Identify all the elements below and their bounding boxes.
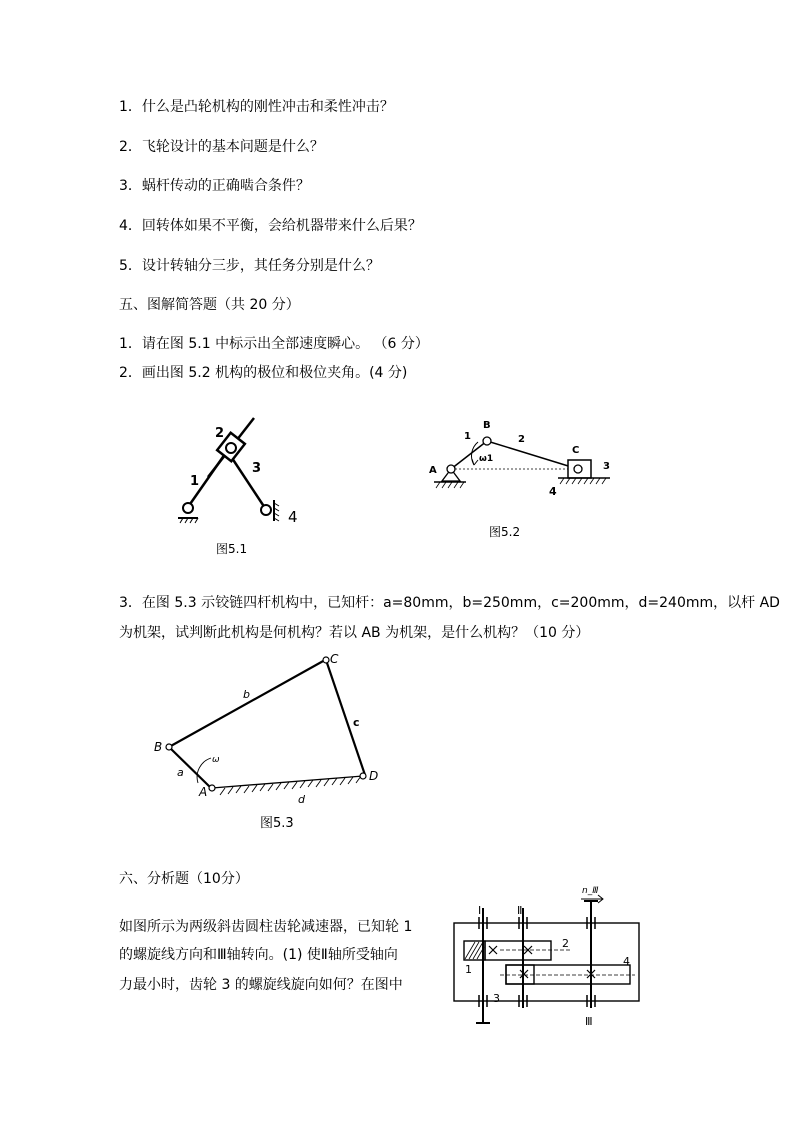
rod-bc <box>487 441 578 469</box>
question-4-4: 4．回转体如果不平衡，会给机器带来什么后果？ <box>119 218 422 234</box>
fig6-label-shaft-3: Ⅲ <box>585 1015 593 1028</box>
fig52-label-3: 3 <box>603 461 610 472</box>
figure-5-3 <box>140 645 400 810</box>
fig52-label-c: C <box>572 445 580 456</box>
joint-a <box>447 465 455 473</box>
fig6-label-shaft-2: Ⅱ <box>517 904 523 917</box>
joint-c53 <box>323 657 329 663</box>
fig51-label-1: 1 <box>190 474 200 489</box>
fig53-caption: 图5.3 <box>260 816 294 831</box>
fig52-label-1: 1 <box>464 431 471 442</box>
question-5-2: 2．画出图 5.2 机构的极位和极位夹角。(4 分) <box>119 365 408 381</box>
gear-3 <box>506 965 534 984</box>
question-5-3-line2: 为机架，试判断此机构是何机构？若以 AB 为机架，是什么机构？（10 分） <box>119 625 590 641</box>
question-4-1: 1．什么是凸轮机构的刚性冲击和柔性冲击？ <box>119 99 394 115</box>
fig51-label-3: 3 <box>252 461 262 476</box>
joint-a53 <box>209 785 215 791</box>
question-4-3: 3．蜗杆传动的正确啮合条件？ <box>119 178 310 194</box>
section-6-line1: 如图所示为两级斜齿圆柱齿轮减速器，已知轮 1 <box>119 919 413 935</box>
fig51-label-2: 2 <box>215 426 225 441</box>
question-4-2: 2．飞轮设计的基本问题是什么？ <box>119 139 324 155</box>
fig53-label-link-a: a <box>177 766 184 779</box>
fig51-label-4: 4 <box>288 508 298 526</box>
joint-b53 <box>166 744 172 750</box>
fig53-label-d: D <box>369 769 379 783</box>
fig53-label-b: B <box>154 740 163 754</box>
fig52-label-2: 2 <box>518 434 525 445</box>
section-5-title: 五、图解简答题（共 20 分） <box>119 297 300 313</box>
fig51-caption: 图5.1 <box>216 542 248 556</box>
figure-5-1 <box>170 410 310 560</box>
pivot-right <box>261 505 271 515</box>
link-b <box>169 660 325 747</box>
section-6-line2: 的螺旋线方向和Ⅲ轴转向。(1) 使Ⅱ轴所受轴向 <box>119 947 398 963</box>
section-6-line3: 力最小时，齿轮 3 的螺旋线旋向如何？在图中 <box>119 977 403 993</box>
fig53-label-link-d: d <box>298 793 305 806</box>
joint-slider <box>226 443 236 453</box>
question-5-1: 1．请在图 5.1 中标示出全部速度瞬心。 （6 分） <box>119 336 429 352</box>
joint-c <box>574 465 582 473</box>
housing <box>454 923 639 1001</box>
fig6-label-gear-2: 2 <box>562 937 569 950</box>
fig52-label-omega: ω1 <box>479 454 494 464</box>
pivot-left <box>183 503 193 513</box>
section-6-title: 六、分析题（10分） <box>119 871 249 887</box>
fig53-label-link-c: c <box>353 716 360 729</box>
ground-d <box>212 776 363 788</box>
fig53-label-link-b: b <box>243 688 250 701</box>
fig52-label-b: B <box>483 420 491 431</box>
fig52-caption: 图5.2 <box>489 525 521 539</box>
fig53-label-a: A <box>199 785 208 799</box>
fig52-label-a: A <box>429 465 437 476</box>
fig53-label-c: C <box>330 652 339 666</box>
fig6-label-gear-3: 3 <box>493 992 500 1005</box>
figure-5-2 <box>420 410 620 510</box>
gear-2 <box>485 941 551 960</box>
joint-b <box>483 437 491 445</box>
fig6-label-gear-4: 4 <box>623 955 630 968</box>
fig6-label-n3: n_Ⅲ <box>582 886 599 896</box>
figure-6-gear-reducer <box>440 883 660 1038</box>
question-4-5: 5．设计转轴分三步，其任务分别是什么？ <box>119 258 380 274</box>
fig53-label-omega: ω <box>212 755 220 765</box>
fig52-label-4: 4 <box>549 485 557 498</box>
joint-d53 <box>360 773 366 779</box>
fig6-label-shaft-1: Ⅰ <box>478 904 482 917</box>
omega-arc <box>197 758 211 783</box>
link-a <box>169 747 211 788</box>
fig6-label-gear-1: 1 <box>465 963 472 976</box>
question-5-3-line1: 3．在图 5.3 示铰链四杆机构中，已知杆：a=80mm，b=250mm，c=200mm，d=240mm，以杆 AD <box>119 595 780 611</box>
